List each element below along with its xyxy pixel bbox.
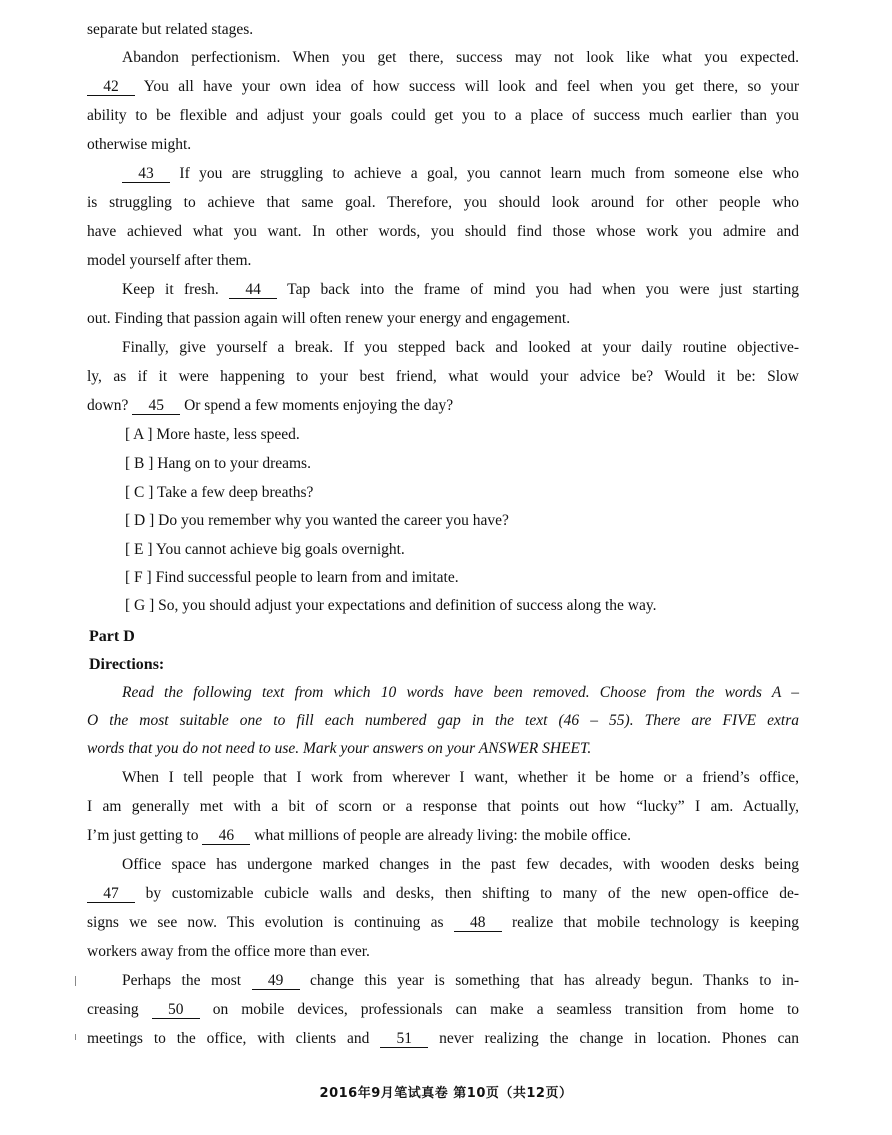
gap-43: 43 [122,165,170,183]
text-span: realize that mobile technology is keeping [501,914,799,931]
text-span: I’m just getting to [87,827,203,844]
text-span: never realizing the change in location. Phones can [428,1030,799,1047]
page-footer: 2016年9月笔试真卷 第10页（共12页） [319,1086,573,1101]
text-span: what millions of people are already living: the mobile office. [250,827,632,844]
text-span: meetings to the office, with clients and [87,1030,381,1047]
directions-line: words that you do not need to use. Mark your answers on your ANSWER SHEET. [87,740,592,757]
text-span: Perhaps the most [122,972,252,989]
text-line: ability to be flexible and adjust your goals could get you to a place of success much earlier than you [87,107,799,124]
gap-46: 46 [202,827,250,845]
text-span: by customizable cubicle walls and desks, then shifting to many of the new open-office de- [135,885,799,902]
text-line: is struggling to achieve that same goal. Therefore, you should look around for other people who [87,194,799,211]
option-d: [ D ] Do you remember why you wanted the career you have? [125,512,509,529]
text-line [87,884,799,904]
text-line: model yourself after them. [87,252,252,269]
option-e: [ E ] You cannot achieve big goals overnight. [125,541,405,558]
directions-line: Read the following text from which 10 words have been removed. Choose from the words A – [122,684,799,701]
text-line: I am generally met with a bit of scorn or a response that points out how “lucky” I am. Actually, [87,798,799,815]
text-line: When I tell people that I work from wherever I want, whether it be home or a friend’s office, [122,769,799,786]
text-span: You all have your own idea of how success will look and feel when you get there, so your [135,78,799,95]
option-f: [ F ] Find successful people to learn from and imitate. [125,569,459,586]
gap-49: 49 [252,972,300,990]
text-line [87,913,799,933]
text-line: ly, as if it were happening to your best friend, what would your advice be? Would it be: Slow [87,368,799,385]
text-line [122,971,799,991]
text-span: signs we see now. This evolution is continuing as [87,914,454,931]
option-g: [ G ] So, you should adjust your expectations and definition of success along the way. [125,597,657,614]
gap-48: 48 [454,914,502,932]
gap-45: 45 [132,397,180,415]
text-line: out. Finding that passion again will often renew your energy and engagement. [87,310,571,327]
scan-mark [75,976,76,986]
directions-label: Directions: [89,656,165,673]
option-b: [ B ] Hang on to your dreams. [125,455,311,472]
text-line [87,396,799,416]
gap-47: 47 [87,885,135,903]
text-span: creasing [87,1001,152,1018]
text-span: change this year is something that has already begun. Thanks to in- [299,972,800,989]
text-line: Abandon perfectionism. When you get there, success may not look like what you expected. [122,49,799,66]
scan-mark [75,1034,76,1040]
text-line: separate but related stages. [87,21,254,38]
text-span: Keep it fresh. [122,281,230,298]
part-d-title: Part D [89,628,135,645]
option-a: [ A ] More haste, less speed. [125,426,300,443]
text-line: workers away from the office more than ever. [87,943,370,960]
text-line: have achieved what you want. In other words, you should find those whose work you admire and [87,223,799,240]
gap-44: 44 [229,281,277,299]
text-line [122,164,799,184]
text-span: down? [87,397,133,414]
directions-line: O the most suitable one to fill each numbered gap in the text (46 – 55). There are FIVE extra [87,712,799,729]
text-line [122,280,799,300]
text-span: Tap back into the frame of mind you had when you were just starting [277,281,799,298]
text-line [87,1029,799,1049]
gap-42: 42 [87,78,135,96]
gap-51: 51 [380,1030,428,1048]
text-span: Or spend a few moments enjoying the day? [180,397,454,414]
text-line: otherwise might. [87,136,192,153]
text-span: If you are struggling to achieve a goal, you cannot learn much from someone else who [170,165,799,182]
text-span: on mobile devices, professionals can make a seamless transition from home to [199,1001,800,1018]
option-c: [ C ] Take a few deep breaths? [125,484,314,501]
gap-50: 50 [152,1001,200,1019]
text-line: Finally, give yourself a break. If you stepped back and looked at your daily routine objective- [122,339,799,356]
text-line [87,1000,799,1020]
text-line [87,77,799,97]
text-line: Office space has undergone marked changes in the past few decades, with wooden desks being [122,856,799,873]
text-line [87,826,799,846]
